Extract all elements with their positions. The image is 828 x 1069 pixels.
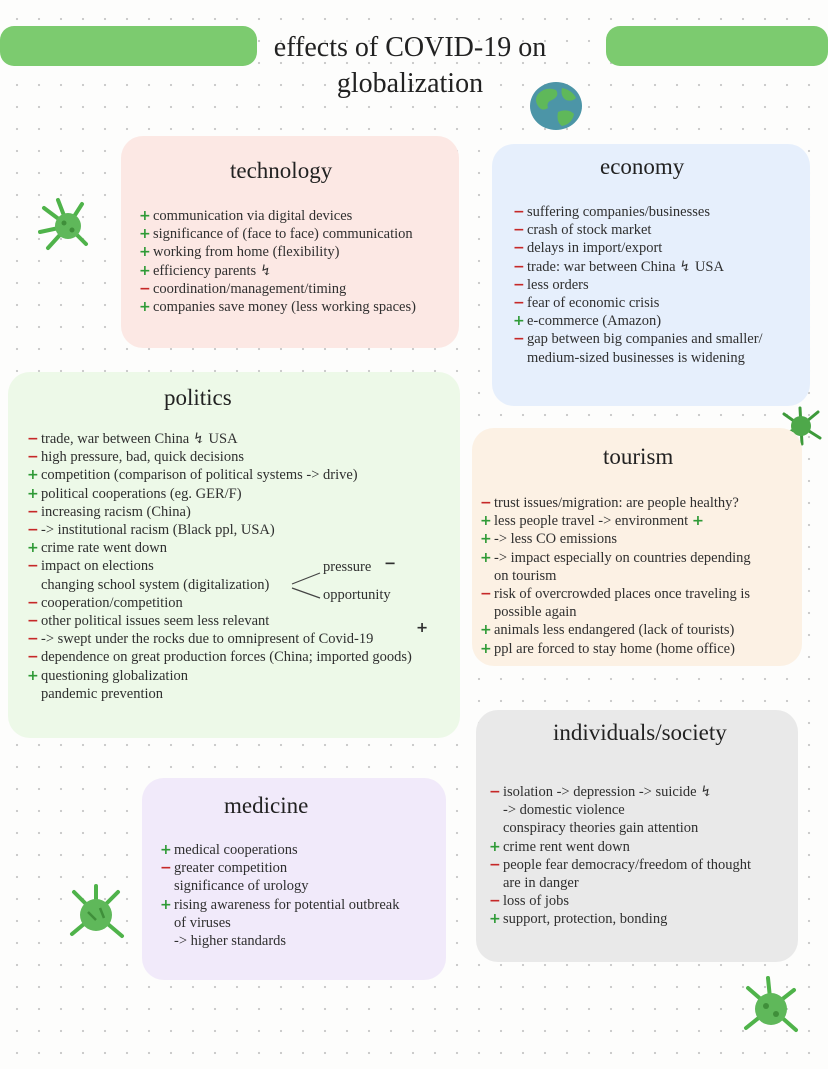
medicine-heading: medicine [224,793,309,818]
item-text: communication via digital devices [153,208,353,224]
list-item [139,298,416,316]
minus-sign: − [513,240,525,257]
list-item [27,485,412,503]
list-item [480,530,751,548]
item-text: less orders [527,276,589,293]
individuals-section [476,710,798,962]
list-item [27,430,412,448]
item-text: working from home (flexibility) [153,244,340,261]
list-item [480,585,751,603]
item-text: cooperation/competition [41,594,183,611]
item-text: fear of economic crisis [527,295,660,312]
plus-sign: + [480,549,492,566]
plus-sign: + [27,667,39,684]
minus-sign: − [513,204,525,220]
list-item [489,910,751,928]
item-text: -> less CO emissions [494,531,617,548]
item-text: -> domestic violence [503,802,625,819]
item-text: high pressure, bad, quick decisions [41,449,244,466]
politics-heading: politics [164,385,232,410]
item-text: isolation -> depression -> suicide ↯ [503,784,713,800]
plus-sign: + [139,299,151,316]
minus-sign: − [513,295,525,312]
list-item [513,276,763,294]
tourism-list [480,494,751,658]
list-item [513,221,763,239]
item-text: risk of overcrowded places once traveling is [494,586,751,603]
minus-sign: − [480,495,492,511]
item-text: trade: war between China ↯ USA [527,258,724,275]
plus-sign: + [513,313,525,330]
minus-sign: − [139,280,151,297]
minus-sign: − [27,613,39,630]
item-text: companies save money (less working spaces) [153,299,416,316]
list-item [480,621,751,639]
title-line-1: effects of COVID-19 on [273,32,547,63]
plus-sign: + [480,513,492,530]
plus-sign: + [160,842,172,858]
plus-sign: + [139,244,151,261]
item-text: of viruses [174,914,231,931]
virus-icon [742,976,800,1036]
minus-sign: − [513,276,525,293]
list-item [139,280,416,298]
item-text: changing school system (digitalization) [41,576,270,593]
list-item [513,312,763,330]
minus-sign: − [27,431,39,447]
list-item [27,648,412,666]
plus-sign: + [489,911,501,928]
list-item [139,243,416,261]
minus-sign: − [160,860,172,877]
environment-plus-sign: + [691,513,704,530]
list-item [489,856,752,874]
item-text: impact on elections [41,558,154,575]
item-text: greater competition [174,860,288,877]
technology-list [139,207,416,316]
list-item [480,494,751,512]
list-item [503,874,751,892]
list-item [27,630,412,648]
minus-sign: − [27,631,39,648]
list-item [513,330,763,348]
item-text: competition (comparison of political systems -> drive) [41,467,358,484]
list-item [513,294,763,312]
item-text: crash of stock market [527,222,652,239]
item-text: coordination/management/timing [153,280,347,297]
list-item [489,838,751,856]
item-text: increasing racism (China) [41,503,191,520]
item-text: suffering companies/businesses [527,204,710,220]
item-text: significance of urology [174,878,309,895]
list-item [513,203,763,221]
pressure-label: pressure [323,559,372,575]
item-text: animals less endangered (lack of tourists) [494,622,735,639]
globe-icon [528,80,584,132]
item-text: delays in import/export [527,240,663,257]
list-item [174,914,399,932]
list-item [503,819,751,837]
list-item [27,503,412,521]
item-text: less people travel -> environment [494,513,689,530]
item-text: loss of jobs [503,893,570,910]
item-text: crime rate went down [41,540,168,557]
list-item [27,667,412,685]
plus-sign: + [27,467,39,484]
tourism-section [472,428,802,666]
item-text: dependence on great production forces (China; imported goods) [41,649,412,666]
list-item [174,877,399,895]
medicine-section [142,778,446,980]
item-text: -> impact especially on countries depending [494,549,751,566]
technology-heading: technology [230,158,333,183]
list-item [489,892,751,910]
virus-icon [66,884,126,944]
plus-sign: + [160,896,172,913]
list-item [174,932,399,950]
plus-sign: + [27,540,39,557]
minus-sign: − [513,331,525,348]
plus-sign: + [480,640,492,657]
virus-icon [34,196,90,256]
item-text: significance of (face to face) communication [153,226,413,243]
item-text: -> institutional racism (Black ppl, USA) [41,522,275,539]
economy-heading: economy [600,154,685,179]
list-item [494,567,751,585]
individuals-heading: individuals/society [553,720,727,745]
page-title [250,30,570,102]
item-text: rising awareness for potential outbreak [174,896,400,913]
item-text: pandemic prevention [41,685,163,702]
item-text: on tourism [494,567,557,584]
item-text: -> higher standards [174,933,287,950]
right-banner [606,26,828,66]
list-item [160,859,399,877]
plus-sign: + [27,485,39,502]
item-text: medium-sized businesses is widening [527,349,745,366]
pressure-minus-sign: − [384,556,397,572]
list-item [513,258,763,276]
list-item [139,262,416,280]
list-item [513,239,763,257]
opportunity-label: opportunity [323,587,391,603]
item-text: questioning globalization [41,667,188,684]
individuals-list [489,783,752,929]
minus-sign: − [27,594,39,611]
title-line-2: globalization [336,68,484,99]
medicine-list [160,841,400,950]
item-text: -> swept under the rocks due to omnipresent of Covid-19 [41,631,374,648]
item-text: efficiency parents ↯ [153,262,272,279]
list-item [480,512,751,530]
tourism-heading: tourism [603,444,674,469]
list-item [494,603,751,621]
plus-sign: + [139,262,151,279]
list-item [41,685,412,703]
minus-sign: − [27,449,39,466]
list-item [503,801,751,819]
list-item [27,448,412,466]
left-banner [0,26,257,66]
list-item [27,539,412,557]
plus-sign: + [480,531,492,548]
list-item [489,783,751,801]
economy-list [513,203,763,367]
item-text: possible again [494,604,577,621]
minus-sign: − [27,558,39,575]
item-text: medical cooperations [174,842,298,858]
list-item [160,896,400,914]
item-text: support, protection, bonding [503,911,668,928]
item-text: crime rent went down [503,838,630,855]
covid-plus-sign: + [416,620,429,636]
item-text: people fear democracy/freedom of thought [503,856,752,873]
list-item [480,549,751,567]
economy-section [492,144,810,406]
plus-sign: + [139,226,151,243]
plus-sign: + [489,838,501,855]
list-item [139,225,416,243]
minus-sign: − [27,649,39,666]
technology-section [121,136,459,348]
item-text: gap between big companies and smaller/ [527,331,763,348]
item-text: e-commerce (Amazon) [527,313,662,330]
list-item [527,349,763,367]
item-text: trust issues/migration: are people healthy? [494,495,739,511]
plus-sign: + [480,622,492,639]
minus-sign: − [489,856,501,873]
item-text: conspiracy theories gain attention [503,820,699,837]
minus-sign: − [27,522,39,539]
item-text: trade, war between China ↯ USA [41,431,238,447]
list-item [27,466,412,484]
list-item [27,521,412,539]
list-item [139,207,416,225]
plus-sign: + [139,208,151,224]
politics-section [8,372,460,738]
branch-lines [290,570,324,604]
minus-sign: − [480,586,492,603]
item-text: other political issues seem less relevant [41,613,270,630]
item-text: are in danger [503,875,579,892]
item-text: ppl are forced to stay home (home office) [494,640,735,657]
list-item [160,841,399,859]
minus-sign: − [27,503,39,520]
minus-sign: − [513,258,525,275]
item-text: political cooperations (eg. GER/F) [41,485,242,502]
minus-sign: − [513,222,525,239]
minus-sign: − [489,893,501,910]
minus-sign: − [489,784,501,800]
list-item [480,640,751,658]
list-item [27,612,412,630]
